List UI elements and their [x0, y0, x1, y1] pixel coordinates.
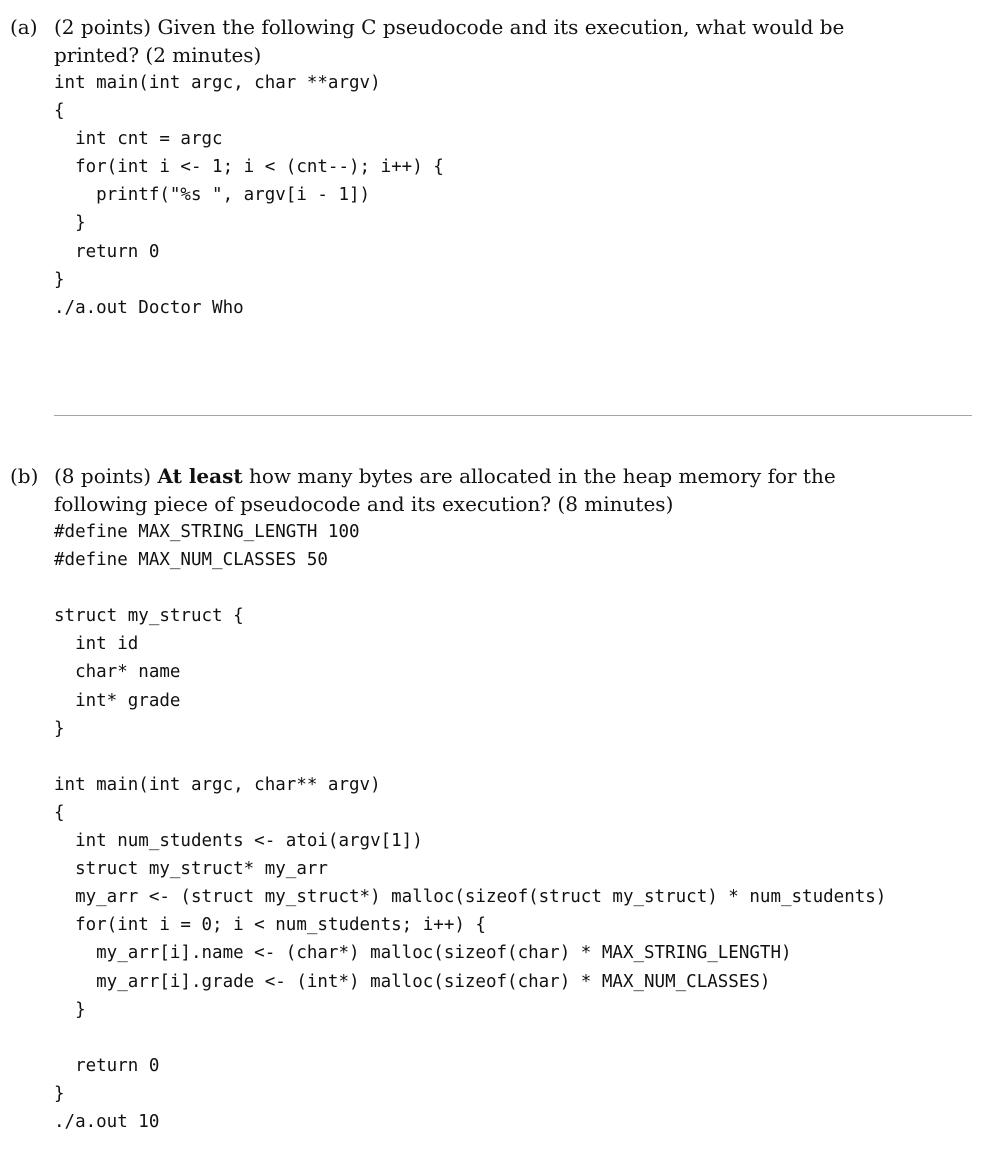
code-line: int main(int argc, char **argv)	[54, 73, 381, 93]
code-line	[54, 574, 1000, 602]
code-line: struct my_struct* my_arr	[54, 859, 328, 880]
question-a	[10, 13, 1000, 322]
code-line: my_arr[i].grade <- (int*) malloc(sizeof(char) * MAX_NUM_CLASSES)	[54, 971, 771, 992]
code-line: }	[54, 718, 65, 739]
code-line: struct my_struct {	[54, 606, 244, 627]
code-line: int num_students <- atoi(argv[1])	[54, 831, 423, 852]
code-line: {	[54, 101, 65, 122]
question-a-points: (2 points)	[54, 15, 152, 39]
code-line: my_arr[i].name <- (char*) malloc(sizeof(char) * MAX_STRING_LENGTH)	[54, 943, 792, 964]
code-line: }	[54, 269, 65, 290]
question-a-code-block	[10, 69, 1000, 322]
code-line: for(int i = 0; i < num_students; i++) {	[54, 915, 486, 936]
code-line: for(int i <- 1; i < (cnt--); i++) {	[54, 157, 444, 178]
question-a-label: (a)	[10, 15, 38, 39]
code-line: return 0	[54, 1055, 160, 1076]
question-b-time: (8 minutes)	[557, 492, 674, 516]
code-line: #define MAX_NUM_CLASSES 50	[54, 550, 328, 571]
question-b-text	[54, 462, 904, 518]
section-divider	[54, 415, 972, 416]
code-line: return 0	[54, 241, 160, 262]
code-line: }	[54, 213, 86, 234]
code-line: {	[54, 802, 65, 823]
question-b-points: (8 points)	[54, 464, 152, 488]
question-a-header	[10, 13, 1000, 69]
question-a-prompt: Given the following C pseudocode and its execution, what would be printed?	[54, 15, 845, 67]
code-line: char* name	[54, 662, 181, 683]
code-line: }	[54, 999, 86, 1020]
code-line	[54, 743, 1000, 771]
code-line: int main(int argc, char** argv)	[54, 774, 381, 795]
question-b	[10, 462, 1000, 1136]
code-line	[54, 1024, 1000, 1052]
code-line: #define MAX_STRING_LENGTH 100	[54, 522, 360, 542]
question-b-header	[10, 462, 1000, 518]
code-line: ./a.out 10	[54, 1111, 160, 1132]
question-b-code-block	[10, 518, 1000, 1136]
question-a-time: (2 minutes)	[145, 43, 262, 67]
code-line: my_arr <- (struct my_struct*) malloc(sizeof(struct my_struct) * num_students)	[54, 887, 887, 908]
question-b-label: (b)	[10, 464, 39, 488]
code-line: int cnt = argc	[54, 129, 223, 150]
question-b-prompt: how many bytes are allocated in the heap memory for the following piece of pseudocode and its execution?	[54, 464, 836, 516]
question-a-text	[54, 13, 904, 69]
code-line: printf("%s ", argv[i - 1])	[54, 185, 371, 206]
question-b-emphasis: At least	[157, 464, 243, 488]
code-line: ./a.out Doctor Who	[54, 297, 244, 318]
code-line: int* grade	[54, 690, 181, 711]
code-line: int id	[54, 634, 139, 655]
code-line: }	[54, 1083, 65, 1104]
